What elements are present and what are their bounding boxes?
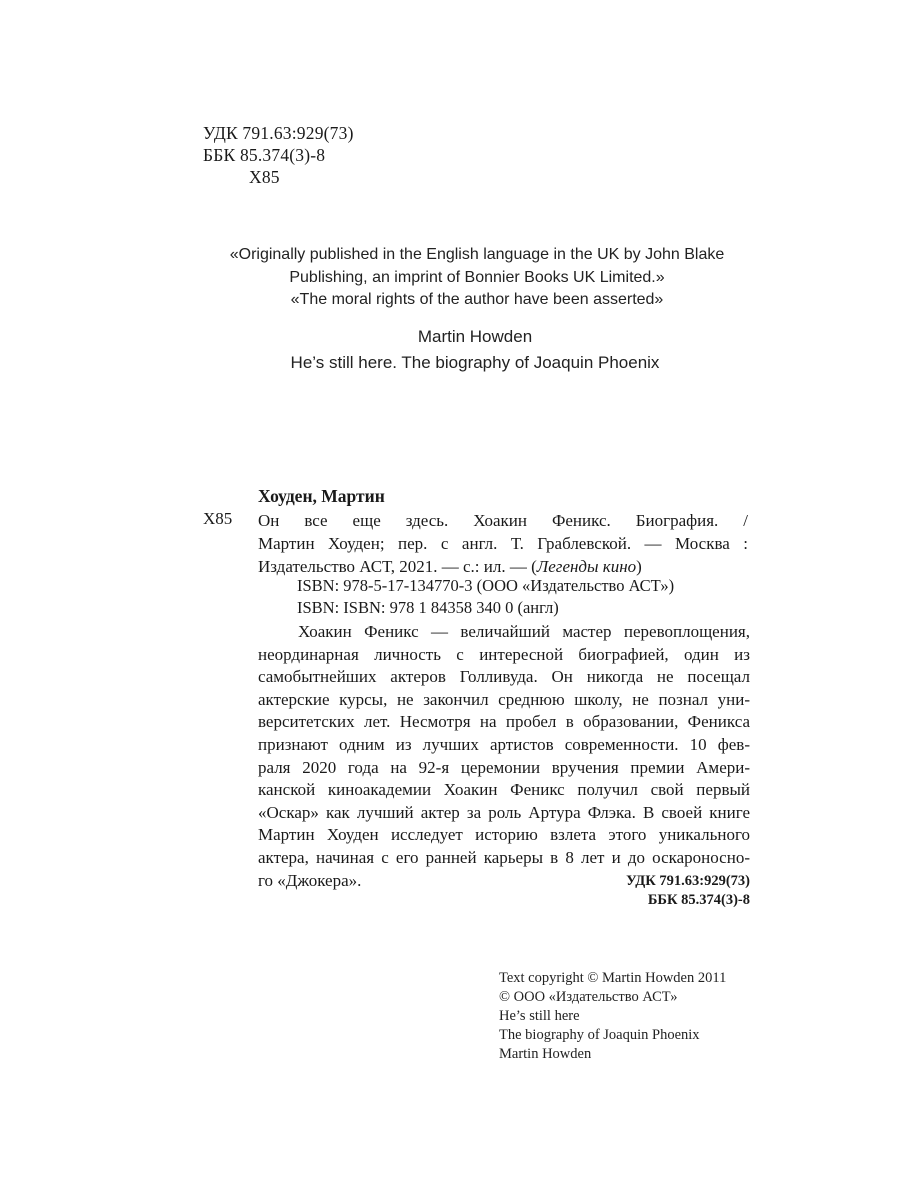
annotation-line: верситетских лет. Несмотря на пробел в образовании, Феникса	[258, 712, 750, 732]
notice-line-1: «Originally published in the English language in the UK by John Blake	[229, 246, 725, 263]
udk-code-bottom: УДК 791.63:929(73)	[626, 873, 750, 889]
record-line-3-prefix: Издательство АСТ, 2021. — с.: ил. — (	[258, 557, 537, 576]
annotation-line: признают одним из лучших артистов современности. 10 фев-	[258, 734, 750, 754]
original-author: Martin Howden	[417, 327, 533, 346]
annotation-paragraph	[258, 621, 750, 892]
annotation-line: самобытнейших актеров Голливуда. Он никогда не посещал	[258, 667, 750, 687]
annotation-line: Хоакин Феникс — величайший мастер перевоплощения,	[298, 622, 750, 641]
series-name: Легенды кино	[536, 557, 637, 576]
record-author-heading: Хоуден, Мартин	[258, 486, 385, 506]
copyright-line-2: © ООО «Издательство АСТ»	[499, 989, 678, 1005]
record-description	[258, 509, 748, 578]
annotation-line: неординарная личность с интересной биографией, один из	[258, 644, 750, 664]
record-line-1: Он все еще здесь. Хоакин Феникс. Биография. /	[258, 511, 748, 530]
copyright-line-1: Text copyright © Martin Howden 2011	[499, 970, 727, 986]
annotation-line: раля 2020 года на 92-я церемонии вручения премии Амери-	[258, 757, 750, 777]
annotation-line: го «Джокера».	[258, 870, 362, 890]
original-title-block	[0, 324, 900, 376]
record-line-2: Мартин Хоуден; пер. с англ. Т. Граблевской. — Москва :	[258, 534, 748, 553]
original-title: He’s still here. The biography of Joaquin Phoenix	[290, 353, 660, 372]
original-publication-notice	[0, 244, 900, 312]
isbn-russian: ISBN: 978-5-17-134770-3 (ООО «Издательство АСТ»)	[297, 576, 675, 595]
annotation-line: актера, начиная с его ранней карьеры в 8 лет и до оскароносно-	[258, 847, 750, 867]
bbk-code-bottom: ББК 85.374(3)-8	[647, 892, 750, 908]
bbk-code: ББК 85.374(3)-8	[203, 145, 326, 165]
annotation-line: «Оскар» как лучший актер за роль Артура Флэка. В своей книге	[258, 802, 750, 822]
copyright-line-3: He’s still here	[499, 1008, 580, 1024]
copyright-line-4: The biography of Joaquin Phoenix	[499, 1027, 700, 1043]
record-line-3-suffix: )	[636, 557, 642, 576]
classification-codes-top	[203, 122, 354, 188]
udk-code: УДК 791.63:929(73)	[203, 123, 354, 143]
author-mark: Х85	[249, 167, 280, 187]
isbn-block	[297, 575, 674, 619]
isbn-english: ISBN: ISBN: 978 1 84358 340 0 (англ)	[297, 598, 559, 617]
annotation-line: канской киноакадемии Хоакин Феникс получил свой первый	[258, 780, 750, 800]
annotation-line: актерские курсы, не закончил среднюю школу, не познал уни-	[258, 689, 750, 709]
copyright-line-5: Martin Howden	[499, 1046, 592, 1062]
record-author-mark: Х85	[203, 509, 233, 528]
notice-line-2: Publishing, an imprint of Bonnier Books UK Limited.»	[289, 268, 665, 286]
notice-line-3: «The moral rights of the author have been asserted»	[290, 291, 664, 308]
classification-codes-bottom	[550, 872, 750, 910]
annotation-line: Мартин Хоуден исследует историю взлета этого уникального	[258, 825, 750, 845]
copyright-block	[499, 969, 726, 1064]
